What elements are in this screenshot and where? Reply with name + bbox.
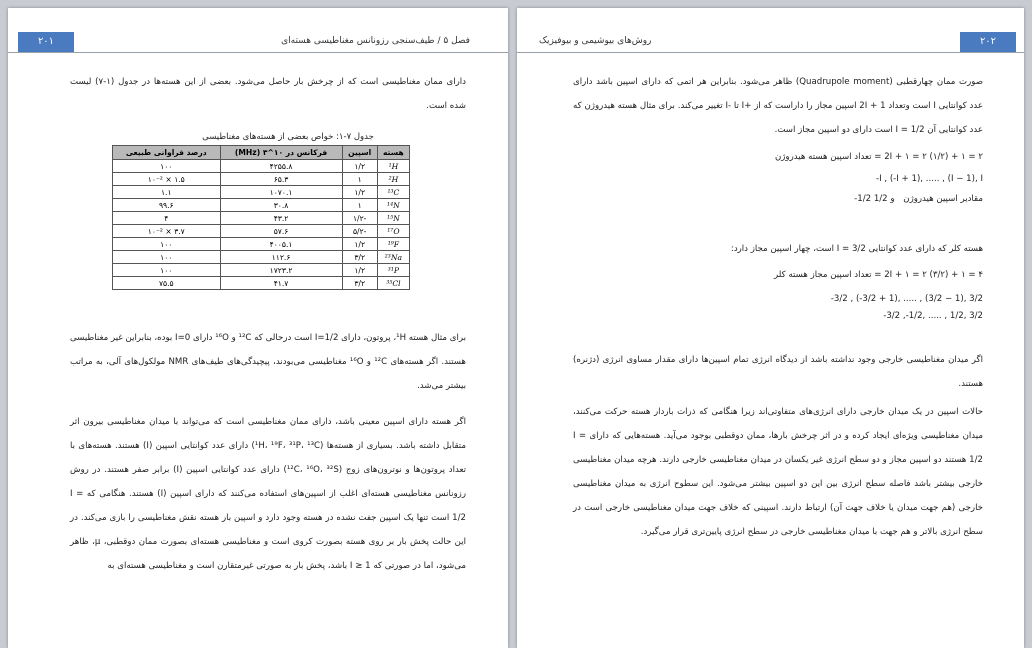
cell-nucleus: ¹H bbox=[377, 160, 409, 173]
paragraph-quadrupole: صورت ممان چهارقطبی (Quadrupole moment) ظاهر می‌شود. بنابراین هر اتمی که دارای اسپین باشد دارای عدد کوانتایی I است وتعداد 2I + 1 اسپین مجاز را داراست که از +I تا -I تغییر می‌کند. برای مثال هسته هیدروژن که عدد کوانتایی آن 1/2 = I است دارای دو اسپین مجاز است. bbox=[573, 77, 984, 135]
table-row bbox=[113, 199, 410, 212]
cell-spin: -۱/۲ bbox=[342, 212, 377, 225]
cell-abundance: ۱۰۰ bbox=[113, 160, 221, 173]
intro-paragraph: دارای ممان مغناطیسی است که از چرخش بار حاصل می‌شود. بعضی از این هسته‌ها در جدول (۱-۷) لیست شده است. bbox=[70, 77, 467, 111]
hydrogen-values-label: مقادیر اسپین هیدروژن bbox=[903, 194, 983, 204]
cell-spin: ۱ bbox=[342, 173, 377, 186]
table-row bbox=[113, 264, 410, 277]
paragraph-energy-levels: حالات اسپین در یک میدان خارجی دارای انرژی‌های متفاوتی‌اند زیرا هنگامی که ذرات باردار هسته حرکت می‌کنند، میدان مغناطیسی ویژه‌ای ایجاد کرده و در اثر چرخش بارها، ممان دوقطبی بوجود می‌آید. هسته‌هایی که دارای I = 1/2 هستند دو اسپین مجاز و دو سطح انرژی غیر یکسان در میدان مغناطیسی خارجی دارند. هرچه میدان مغناطیسی خارجی بیشتر باشد فاصله سطح انرژی بین این دو اسپین بیشتر می‌شود. این سطوح انرژی به میدان مغناطیسی خارجی (هم جهت میدان یا خلاف جهت آن) ارتباط دارند. اسپینی که خلاف جهت میدان مغناطیسی خارجی است در سطح انرژی بالاتر و هم جهت با میدان مغناطیسی خارجی در سطح انرژی پایین‌تری قرار می‌گیرد. bbox=[573, 407, 983, 537]
cell-spin: -۵/۲ bbox=[342, 225, 377, 238]
cell-frequency: ۴۳.۲ bbox=[220, 212, 342, 225]
cell-abundance: ۹۹.۶ bbox=[113, 199, 221, 212]
hydrogen-values: -1/2 و 1/2 bbox=[854, 194, 895, 204]
cell-frequency: ۱۱۲.۶ bbox=[220, 251, 342, 264]
cell-abundance: ۱.۱ bbox=[113, 186, 221, 199]
paragraph-degenerate: اگر میدان مغناطیسی خارجی وجود نداشته باشد از دیدگاه انرژی تمام اسپین‌ها دارای مقدار مساوی انرژی (دژنره) هستند. bbox=[573, 355, 983, 389]
cell-nucleus: ¹⁴N bbox=[377, 199, 409, 212]
cell-abundance: ۱۰۰ bbox=[113, 264, 221, 277]
table-row bbox=[113, 212, 410, 225]
page-201 bbox=[8, 8, 508, 648]
cell-frequency: ۴۰۰۵.۱ bbox=[220, 238, 342, 251]
cell-spin: ۱/۲ bbox=[342, 160, 377, 173]
equation-hydrogen-count: ۲ = ۱ + (۱/۲) ۲ = ۱ + 2I = تعداد اسپین هسته هیدروژن bbox=[774, 152, 983, 162]
equation-spin-range: -I , (-I + 1), ..... , (I − 1), I bbox=[876, 174, 983, 184]
equation-hydrogen-values bbox=[854, 194, 983, 204]
page-header bbox=[8, 32, 508, 53]
page-202 bbox=[517, 8, 1024, 648]
table-row bbox=[113, 238, 410, 251]
cell-spin: ۳/۲ bbox=[342, 277, 377, 290]
header-abundance: درصد فراوانی طبیعی bbox=[113, 146, 221, 160]
magnetic-nuclei-table bbox=[112, 145, 410, 290]
cell-frequency: ۱۷۲۳.۲ bbox=[220, 264, 342, 277]
equation-chlorine-count: ۴ = ۱ + (۳/۲) ۲ = ۱ + 2I = تعداد اسپین مجاز هسته کلر bbox=[774, 270, 983, 280]
cell-frequency: ۵۷.۶ bbox=[220, 225, 342, 238]
table-row bbox=[113, 225, 410, 238]
table-header-row bbox=[113, 146, 410, 160]
page-header bbox=[517, 32, 1024, 53]
cell-abundance: ۱.۵ × ۱۰⁻² bbox=[113, 173, 221, 186]
paragraph-example: برای مثال هسته ¹H، پروتون، دارای I=1/2 است درحالی که ¹²C و ¹⁶O دارای I=0 بوده، بنابراین غیر مغناطیسی هستند. اگر هسته‌های ¹²C و ¹⁶O مغناطیسی می‌بودند، پیچیدگی‌های طیف‌های NMR مولکول‌های آلی، به مراتب بیشتر می‌شد. bbox=[70, 333, 466, 391]
equation-chlorine-values: -3/2 ,-1/2, ..... , 1/2, 3/2 bbox=[883, 311, 983, 321]
cell-frequency: ۴۲۵۵.۸ bbox=[220, 160, 342, 173]
table-row bbox=[113, 160, 410, 173]
cell-spin: ۱/۲ bbox=[342, 264, 377, 277]
cell-nucleus: ¹⁷O bbox=[377, 225, 409, 238]
cell-frequency: ۶۵.۳ bbox=[220, 173, 342, 186]
table-row bbox=[113, 251, 410, 264]
cell-frequency: ۴۱.۷ bbox=[220, 277, 342, 290]
running-title: روش‌های بیوشیمی و بیوفیزیک bbox=[539, 36, 652, 46]
paragraph-spin: اگر هسته دارای اسپین معینی باشد، دارای ممان مغناطیسی است که می‌تواند با میدان مغناطیسی بیرون اثر متقابل داشته باشد. بسیاری از هسته‌ها (¹H، ¹⁹F، ³¹P، ¹³C) دارای عدد کوانتایی اسپین (I) هستند. هسته‌های با تعداد پروتون‌ها و نوترون‌های زوج (¹²C، ¹⁶O، ³²S) دارای عدد کوانتایی اسپین (I) برابر صفر هستند. در روش رزونانس مغناطیسی هسته‌ای اغلب از اسپین‌های استفاده می‌کنند که دارای اسپین (I) هستند. هنگامی که I = 1/2 است تنها یک اسپین جفت نشده در هسته وجود دارد و اسپین بار هسته نقش مغناطیسی را بازی می‌کند. در این حالت پخش بار بر روی هسته بصورت کروی است و مغناطیسی هسته‌ای بصورت ممان دوقطبی، μ، ظاهر می‌شود، اما در صورتی که I ≥ 1 باشد، پخش بار به صورتی غیرمتقارن است و مغناطیسی هسته‌ای به bbox=[70, 417, 467, 571]
equation-chlorine-range: -3/2 , (-3/2 + 1), ..... , (3/2 − 1), 3/2 bbox=[830, 294, 983, 304]
paragraph-chlorine: هسته کلر که دارای عدد کوانتایی 3/2 = I است، چهار اسپین مجاز دارد: bbox=[730, 244, 983, 254]
cell-spin: ۱ bbox=[342, 199, 377, 212]
cell-abundance: ۱۰۰ bbox=[113, 238, 221, 251]
header-spin: اسپین bbox=[342, 146, 377, 160]
cell-abundance: ۳.۷ × ۱۰⁻² bbox=[113, 225, 221, 238]
table-row bbox=[113, 173, 410, 186]
cell-nucleus: ¹⁹F bbox=[377, 238, 409, 251]
page-number-badge: ۲۰۲ bbox=[960, 32, 1016, 52]
header-frequency: فرکانس در ۱۰^۳ (MHz) bbox=[220, 146, 342, 160]
cell-nucleus: ¹³C bbox=[377, 186, 409, 199]
table-caption: جدول ۷-۱: خواص بعضی از هسته‌های مغناطیسی bbox=[202, 132, 374, 142]
cell-abundance: ۷۵.۵ bbox=[113, 277, 221, 290]
page-number-badge: ۲۰۱ bbox=[18, 32, 74, 52]
cell-nucleus: ³¹P bbox=[377, 264, 409, 277]
cell-spin: ۳/۲ bbox=[342, 251, 377, 264]
cell-nucleus: ²H bbox=[377, 173, 409, 186]
cell-spin: ۱/۲ bbox=[342, 238, 377, 251]
cell-spin: ۱/۲ bbox=[342, 186, 377, 199]
cell-frequency: ۱۰۷۰.۱ bbox=[220, 186, 342, 199]
cell-nucleus: ²³Na bbox=[377, 251, 409, 264]
cell-abundance: ۴ bbox=[113, 212, 221, 225]
cell-nucleus: ¹⁵N bbox=[377, 212, 409, 225]
cell-nucleus: ³⁵Cl bbox=[377, 277, 409, 290]
cell-frequency: ۳۰.۸ bbox=[220, 199, 342, 212]
table-row bbox=[113, 277, 410, 290]
table-row bbox=[113, 186, 410, 199]
running-title: فصل ۵ / طیف‌سنجی رزونانس مغناطیسی هسته‌ای bbox=[281, 36, 470, 46]
cell-abundance: ۱۰۰ bbox=[113, 251, 221, 264]
header-nucleus: هسته bbox=[377, 146, 409, 160]
